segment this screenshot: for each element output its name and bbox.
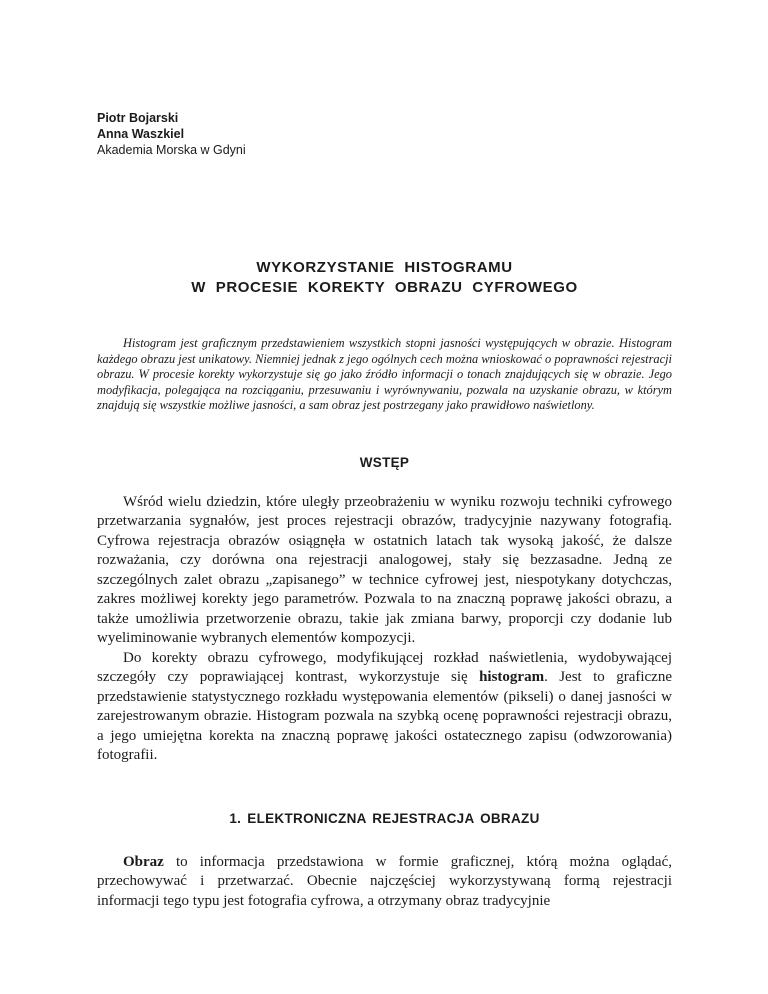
abstract: Histogram jest graficznym przedstawieniem wszystkich stopni jasności występujących w obrazie. Histogram każdego obrazu jest unikatowy. Niemniej jednak z jego ogólnych cech można wnioskować o poprawności rejestracji obrazu. W procesie korekty wykorzystuje się go jako źródło informacji o tonach znajdujących się w obrazie. Jego modyfikacja, polegająca na rozciąganiu, przesuwaniu i wyrównywaniu, pozwala na uzyskanie obrazu, w którym znajdują się wszystkie możliwe jasności, a sam obraz jest postrzegany jako prawidłowo naświetlony. (97, 336, 672, 413)
term-obraz-bold: Obraz (123, 853, 164, 870)
title-line-2: W PROCESIE KOREKTY OBRAZU CYFROWEGO (191, 279, 578, 296)
title-line-1: WYKORZYSTANIE HISTOGRAMU (256, 259, 513, 276)
term-histogram-bold: histogram (479, 669, 545, 686)
paragraph-intro-1: Wśród wielu dziedzin, które uległy przeobrażeniu w wyniku rozwoju techniki cyfrowego przetwarzania sygnałów, jest proces rejestracji obrazów, tradycyjnie nazywany fotografią. Cyfrowa rejestracja obrazów osiągnęła w ostatnich latach tak wysoką jakość, że dalsze rozważania, czy dorówna ona rejestracji analogowej, stały się bezzasadne. Jedną ze szczególnych zalet obrazu „zapisanego” w technice cyfrowej jest, niespotykany dotychczas, zakres możliwej korekty jego parametrów. Pozwala to na znaczną poprawę jakości obrazu, a także umożliwia przetworzenie obrazu, takie jak zmiana barwy, proporcji czy dodanie lub wyeliminowanie wybranych elementów kompozycji. (97, 493, 672, 647)
paragraph-2-text-pre: Do korekty obrazu cyfrowego, modyfikującej rozkład naświetlenia, wydobywającej szczegóły czy poprawiającej kontrast, wykorzystuje się (97, 649, 672, 686)
paragraph-intro-2 (97, 649, 672, 766)
paragraph-2-text-post: . Jest to graficzne przedstawienie statystycznego rozkładu występowania elementów (pikseli) o danej jasności w zarejestrowanym obrazie. Histogram pozwala na szybką ocenę poprawności rejestracji obrazu, a jego umiejętna korekta na znaczną poprawę jakości ostatecznego zapisu (odwzorowania) fotografii. (97, 669, 672, 764)
author-name-2: Anna Waszkiel (97, 127, 185, 141)
affiliation: Akademia Morska w Gdyni (97, 143, 246, 157)
author-name-1: Piotr Bojarski (97, 111, 179, 125)
section-heading-1: 1. ELEKTRONICZNA REJESTRACJA OBRAZU (229, 810, 540, 826)
paragraph-3-text-post: to informacja przedstawiona w formie graficznej, którą można oglądać, przechowywać i przetwarzać. Obecnie najczęściej wykorzystywaną formą rejestracji informacji tego typu jest fotografia cyfrowa, a otrzymany obraz tradycyjnie (97, 853, 672, 909)
author-block (97, 110, 672, 158)
paper-title (97, 258, 672, 298)
paragraph-section1 (97, 853, 672, 912)
section-heading-wstep: WSTĘP (359, 454, 410, 470)
